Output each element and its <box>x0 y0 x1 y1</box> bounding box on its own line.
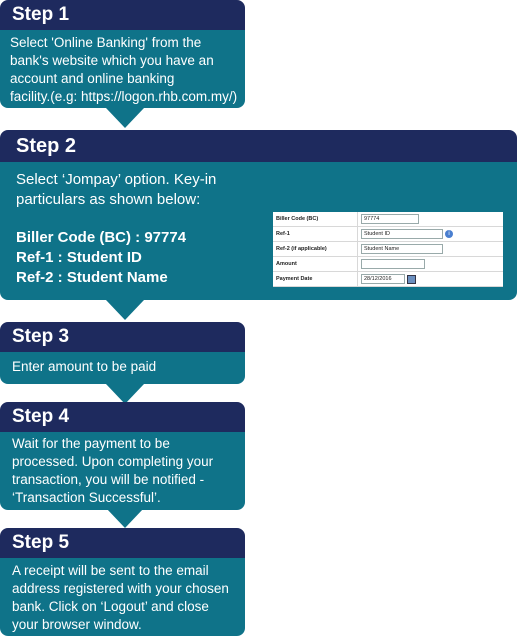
form-row <box>273 227 503 242</box>
info-icon: i <box>445 230 453 238</box>
jompay-form-screenshot <box>273 212 503 287</box>
step-3-body <box>0 352 245 384</box>
step-4-body <box>0 432 245 510</box>
step-4-line: processed. Upon completing your <box>12 454 214 469</box>
amount-field <box>361 259 425 269</box>
step-5-line: bank. Click on ‘Logout’ and close <box>12 599 209 614</box>
calendar-icon <box>407 275 416 284</box>
step-1-body <box>0 30 245 108</box>
step-1 <box>0 0 245 108</box>
form-label: Ref-2 (if applicable) <box>273 242 358 257</box>
step-4-line: ‘Transaction Successful’. <box>12 490 161 505</box>
step-5 <box>0 528 245 636</box>
form-row <box>273 242 503 257</box>
step-4-line: transaction, you will be notified - <box>12 472 205 487</box>
step-5-line: address registered with your chosen <box>12 581 229 596</box>
ref2-field: Student Name <box>361 244 443 254</box>
form-label: Biller Code (BC) <box>273 212 358 227</box>
step-2-line: Select ‘Jompay’ option. Key-in <box>16 171 217 188</box>
step-1-line: bank's website which you have an <box>10 53 214 68</box>
step-1-title: Step 1 <box>0 0 245 30</box>
form-row <box>273 212 503 227</box>
step-1-line: account and online banking <box>10 71 175 86</box>
step-4-title: Step 4 <box>0 402 245 432</box>
step-2-title: Step 2 <box>0 130 517 162</box>
step-2-detail: Biller Code (BC) : 97774 <box>16 229 187 246</box>
step-2-detail: Ref-1 : Student ID <box>16 249 142 266</box>
step-4-line: Wait for the payment to be <box>12 436 170 451</box>
step-1-line: facility.(e.g: https://logon.rhb.com.my/) <box>10 89 238 104</box>
step-1-line: Select 'Online Banking' from the <box>10 35 202 50</box>
step-3-line: Enter amount to be paid <box>12 359 157 374</box>
step-2-arrow <box>106 300 144 320</box>
step-5-line: A receipt will be sent to the email <box>12 563 209 578</box>
biller-code-field: 97774 <box>361 214 419 224</box>
step-2-line: particulars as shown below: <box>16 191 201 208</box>
ref1-field: Student ID <box>361 229 443 239</box>
form-row <box>273 272 503 287</box>
step-3-title: Step 3 <box>0 322 245 352</box>
step-1-arrow <box>106 108 144 128</box>
step-3 <box>0 322 245 384</box>
form-row <box>273 257 503 272</box>
step-5-body <box>0 558 245 636</box>
payment-date-field: 28/12/2016 <box>361 274 405 284</box>
step-4-arrow <box>106 508 144 528</box>
form-label: Ref-1 <box>273 227 358 242</box>
step-4 <box>0 402 245 510</box>
form-label: Payment Date <box>273 272 358 287</box>
step-5-title: Step 5 <box>0 528 245 558</box>
step-5-line: your browser window. <box>12 617 142 632</box>
step-2-detail: Ref-2 : Student Name <box>16 269 168 286</box>
step-3-arrow <box>106 384 144 404</box>
form-label: Amount <box>273 257 358 272</box>
